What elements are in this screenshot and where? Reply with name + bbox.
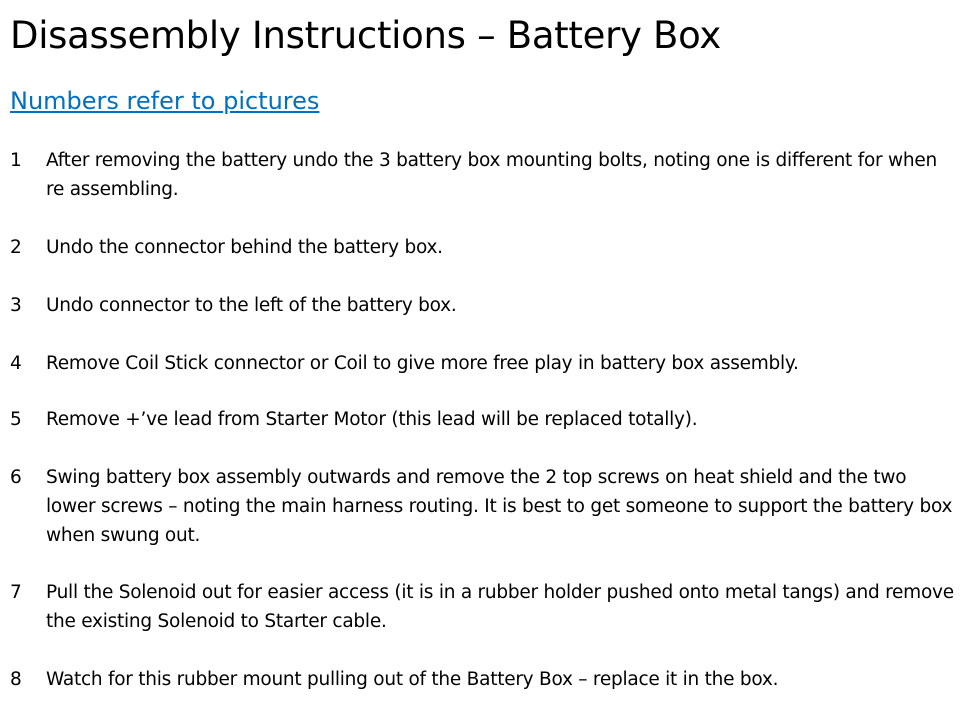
step-text: Watch for this rubber mount pulling out of the Battery Box – replace it in the box. bbox=[46, 669, 779, 690]
page-title: Disassembly Instructions – Battery Box bbox=[10, 14, 721, 57]
step-number: 5 bbox=[10, 409, 22, 430]
step-number: 1 bbox=[10, 150, 22, 171]
step-text: Remove +’ve lead from Starter Motor (this lead will be replaced totally). bbox=[46, 409, 698, 430]
step-text: Remove Coil Stick connector or Coil to give more free play in battery box assembly. bbox=[46, 353, 799, 374]
step-number: 4 bbox=[10, 353, 22, 374]
step-text: After removing the battery undo the 3 battery box mounting bolts, noting one is different for when re assembling. bbox=[46, 150, 937, 200]
step-number: 6 bbox=[10, 467, 22, 488]
step-text: Swing battery box assembly outwards and remove the 2 top screws on heat shield and the two lower screws – noting the main harness routing. It is best to get someone to support the battery box when swung out. bbox=[46, 467, 953, 546]
step-text: Undo the connector behind the battery box. bbox=[46, 237, 443, 258]
step-number: 8 bbox=[10, 669, 22, 690]
subtitle-link: Numbers refer to pictures bbox=[10, 87, 320, 115]
step-text: Undo connector to the left of the battery box. bbox=[46, 295, 457, 316]
step-text: Pull the Solenoid out for easier access (it is in a rubber holder pushed onto metal tangs) and remove the existing Solenoid to Starter cable. bbox=[46, 582, 954, 632]
step-number: 3 bbox=[10, 295, 22, 316]
step-number: 7 bbox=[10, 582, 22, 603]
step-number: 2 bbox=[10, 237, 22, 258]
